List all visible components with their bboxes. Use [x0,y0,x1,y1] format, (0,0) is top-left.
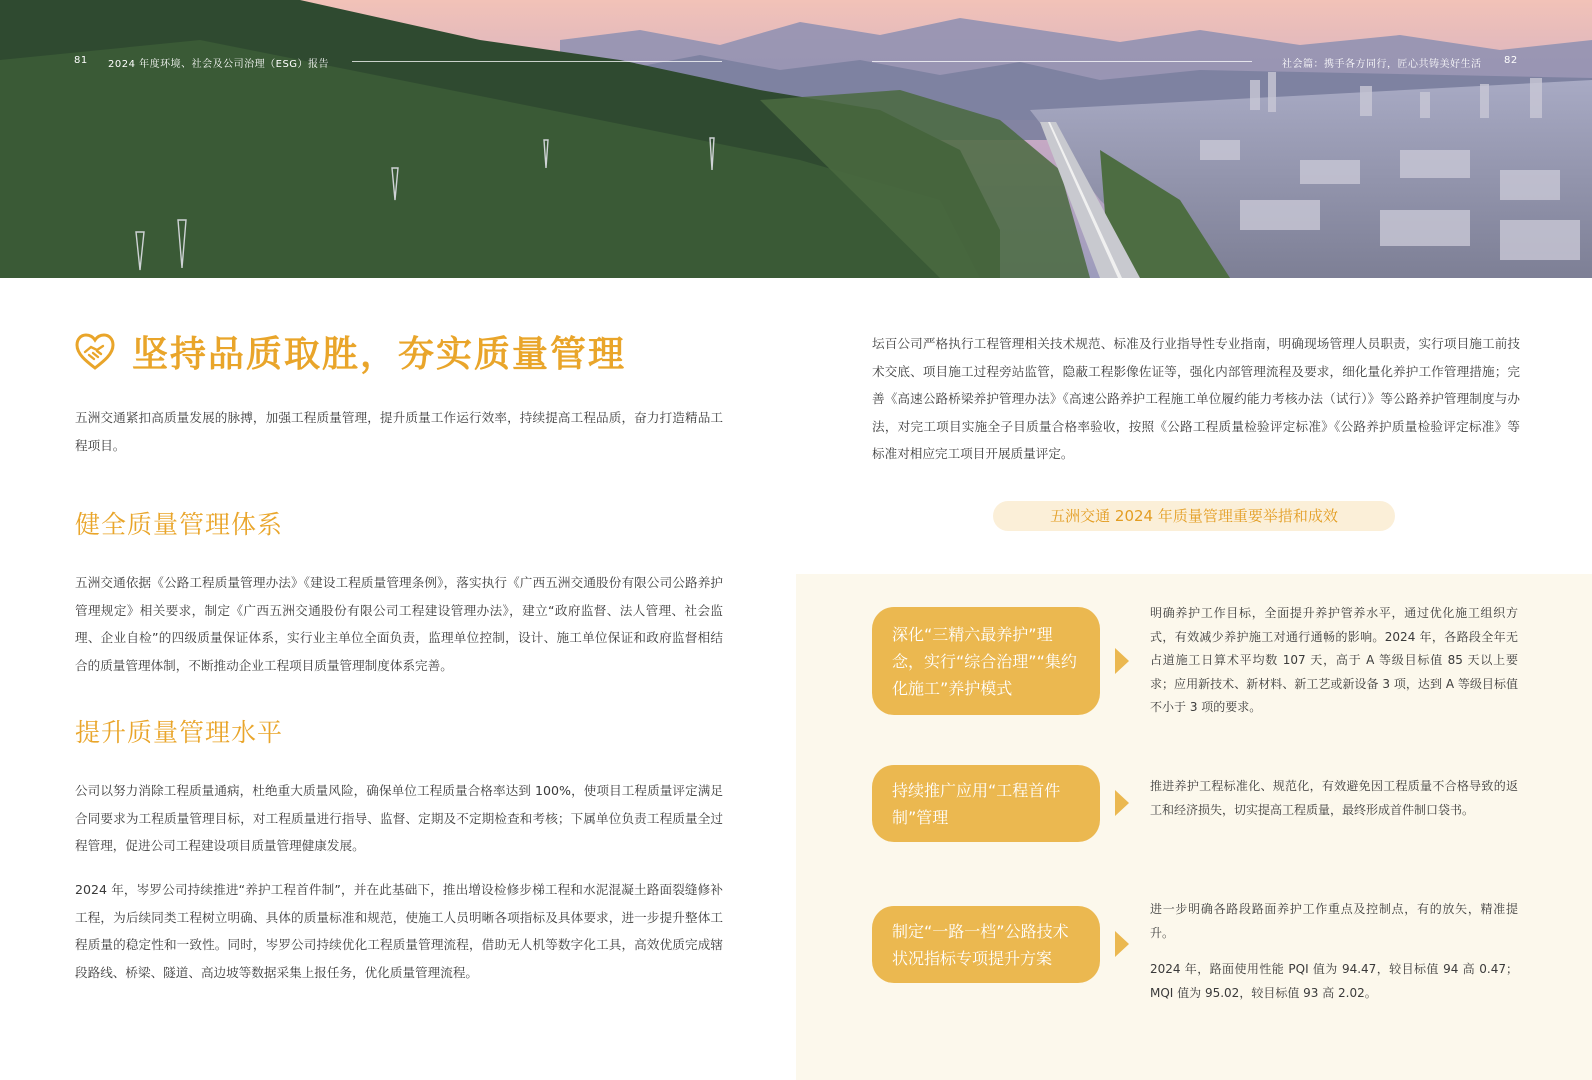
measure-label: 持续推广应用“工程首件制”管理 [892,780,1061,827]
measure-effect-1: 明确养护工作目标，全面提升养护管养水平，通过优化施工组织方式，有效减少养护施工对通行通畅的影响。2024 年，各路段全年无占道施工日算术平均数 107 天，高于 A 等级目标值 85 天以上要求；应用新技术、新材料、新工艺或新设备 3 项，达到 A 等级目标值不小于 3 项的要求。 [1150,606,1518,714]
heart-handshake-icon [74,332,116,372]
left-page-number: 81 [74,55,88,66]
section-heading-system: 健全质量管理体系 [75,510,284,539]
measure-label: 深化“三精六最养护”理念，实行“综合治理”“集约化施工”养护模式 [892,624,1077,698]
measure-label: 制定“一路一档”公路技术状况指标专项提升方案 [892,921,1069,968]
measure-card-1 [872,607,1100,715]
right-intro-paragraph: 坛百公司严格执行工程管理相关技术规范、标准及行业指导性专业指南，明确现场管理人员职责，实行项目施工前技术交底、项目施工过程旁站监管，隐蔽工程影像佐证等，强化内部管理流程及要求，细化量化养护工作管理措施；完善《高速公路桥梁养护管理办法》《高速公路养护工程施工单位履约能力考核办法（试行）》等公路养护管理制度与办法，对完工项目实施全子目质量合格率验收，按照《公路工程质量检验评定标准》《公路养护质量检验评定标准》等标准对相应完工项目开展质量评定。 [872,336,1520,461]
measure-effect-2: 推进养护工程标准化、规范化，有效避免因工程质量不合格导致的返工和经济损失，切实提高工程质量，最终形成首件制口袋书。 [1150,779,1518,817]
arrow-right-icon [1115,648,1129,674]
measures-title-pill: 五洲交通 2024 年质量管理重要举措和成效 [993,501,1395,531]
measure-card-3 [872,906,1100,983]
section-title: 社会篇：携手各方同行，匠心共铸美好生活 [1282,59,1482,70]
arrow-right-icon [1115,790,1129,816]
right-page-number: 82 [1504,55,1518,66]
arrow-right-icon [1115,931,1129,957]
hero-photo [0,0,1592,278]
mountain-highway-photo [0,0,1592,278]
section-level-body-1: 公司以努力消除工程质量通病，杜绝重大质量风险，确保单位工程质量合格率达到 100%，使项目工程质量评定满足合同要求为工程质量管理目标，对工程质量进行指导、监督、定期及不定期检查和考核；下属单位负责工程质量全过程管理，促进公司工程建设项目质量管理健康发展。 [75,783,723,853]
header-rule-left [352,61,722,62]
header-rule-right [872,61,1252,62]
section-system-body: 五洲交通依据《公路工程质量管理办法》《建设工程质量管理条例》，落实执行《广西五洲交通股份有限公司公路养护管理规定》相关要求，制定《广西五洲交通股份有限公司工程建设管理办法》，建立“政府监督、法人管理、社会监理、企业自检”的四级质量保证体系，实行业主单位全面负责，监理单位控制，设计、施工单位保证和政府监督相结合的质量管理体制，不断推动企业工程项目质量管理制度体系完善。 [75,575,723,673]
intro-paragraph: 五洲交通紧扣高质量发展的脉搏，加强工程质量管理，提升质量工作运行效率，持续提高工程品质，奋力打造精品工程项目。 [75,410,723,453]
section-heading-level: 提升质量管理水平 [75,718,284,747]
measure-card-2 [872,765,1100,842]
measure-effect-3a: 进一步明确各路段路面养护工作重点及控制点，有的放矢，精准提升。 [1150,902,1518,940]
page-title: 坚持品质取胜，夯实质量管理 [132,334,627,375]
measure-effect-3b: 2024 年，路面使用性能 PQI 值为 94.47，较目标值 94 高 0.47；MQI 值为 95.02，较目标值 93 高 2.02。 [1150,962,1518,1000]
report-title: 2024 年度环境、社会及公司治理（ESG）报告 [108,59,330,70]
section-level-body-2: 2024 年，岑罗公司持续推进“养护工程首件制”，并在此基础下，推出增设检修步梯工程和水泥混凝土路面裂缝修补工程，为后续同类工程树立明确、具体的质量标准和规范，使施工人员明晰各项指标及具体要求，进一步提升整体工程质量的稳定性和一致性。同时，岑罗公司持续优化工程质量管理流程，借助无人机等数字化工具，高效优质完成辖段路线、桥梁、隧道、高边坡等数据采集上报任务，优化质量管理流程。 [75,882,723,980]
